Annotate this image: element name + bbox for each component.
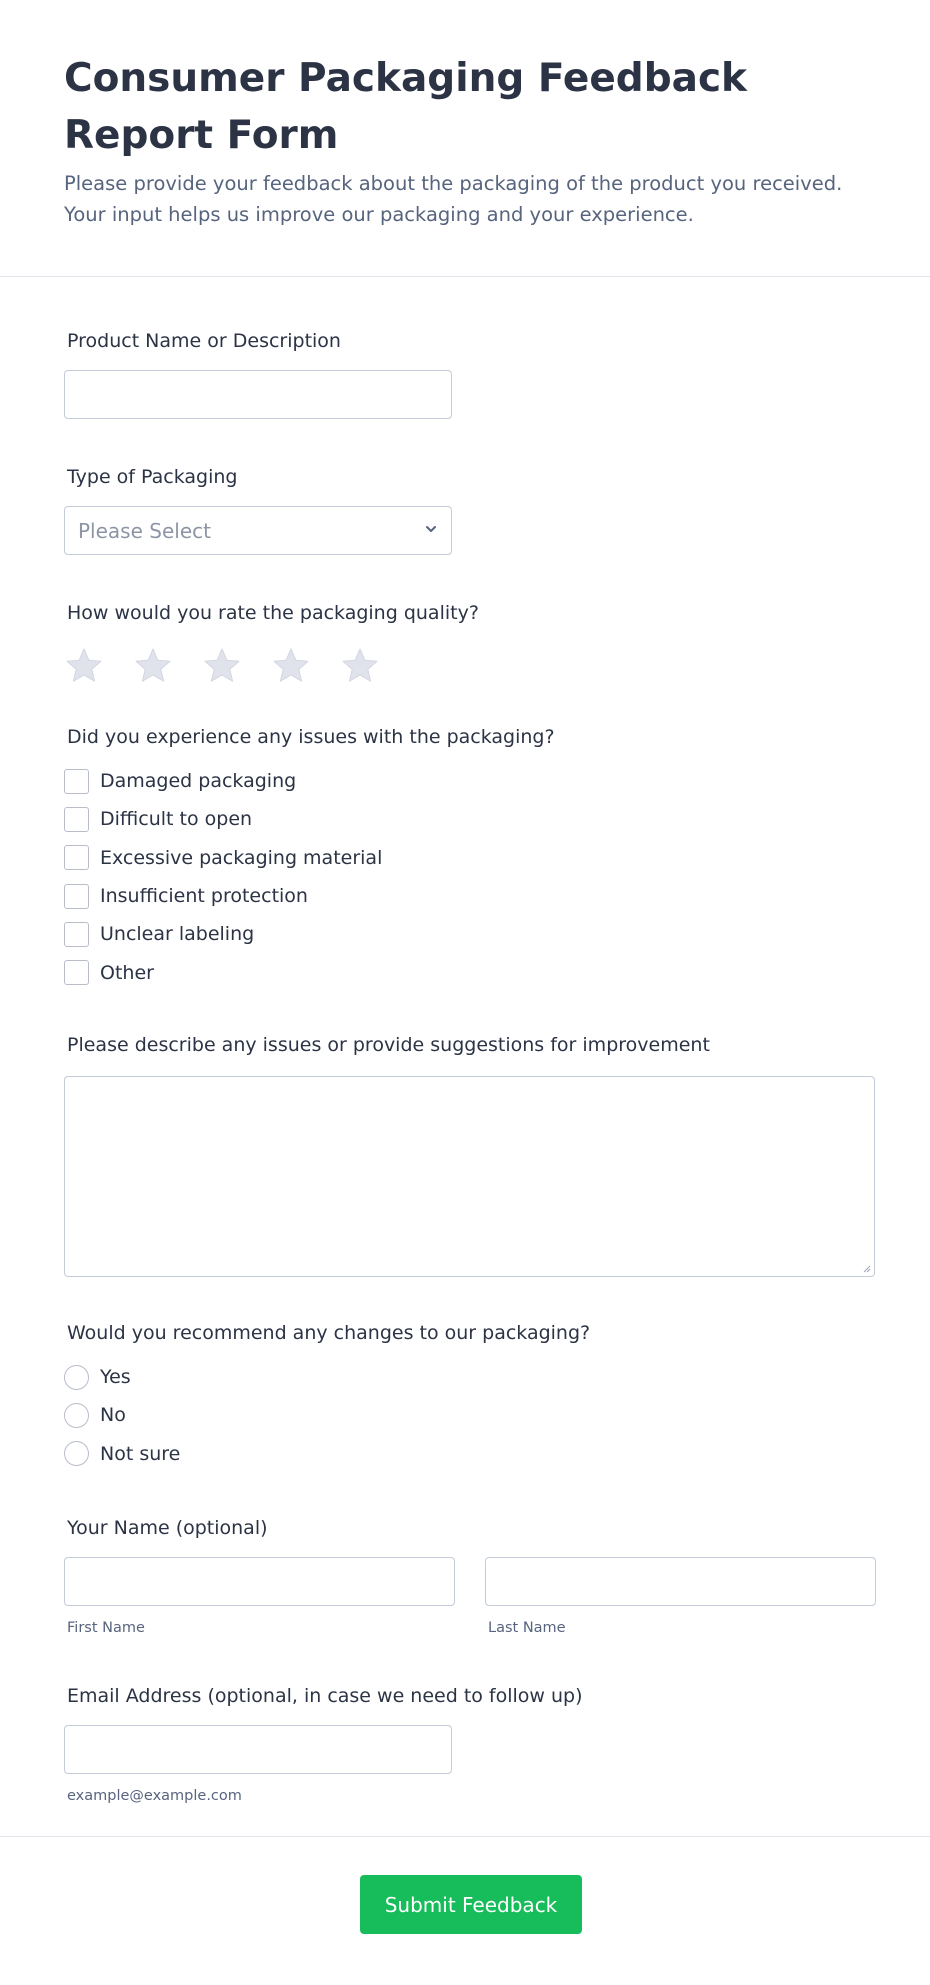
packaging-type-select[interactable]: [64, 506, 452, 555]
recommend-option[interactable]: [64, 1396, 590, 1434]
issue-option-label: Excessive packaging material: [100, 846, 383, 869]
issue-option-label: Difficult to open: [100, 808, 253, 831]
email-input[interactable]: [64, 1725, 452, 1774]
issue-option-label: Other: [100, 961, 154, 984]
issue-option-label: Insufficient protection: [100, 885, 308, 908]
issue-checkbox[interactable]: [64, 769, 89, 794]
star-icon[interactable]: [64, 646, 104, 686]
issue-option[interactable]: [64, 953, 555, 991]
issue-option[interactable]: [64, 877, 555, 915]
issues-field: [64, 724, 555, 992]
name-field: [64, 1515, 906, 1636]
packaging-type-field: [64, 464, 452, 555]
name-label: Your Name (optional): [67, 1517, 268, 1539]
issue-option[interactable]: [64, 800, 555, 838]
form-header: [0, 0, 930, 277]
issue-option[interactable]: [64, 839, 555, 877]
recommend-options: [64, 1358, 590, 1473]
rating-label: How would you rate the packaging quality?: [67, 602, 479, 624]
chevron-down-icon: [423, 521, 439, 537]
recommend-option-label: Yes: [100, 1366, 131, 1389]
recommend-radio[interactable]: [64, 1403, 89, 1428]
email-label: Email Address (optional, in case we need to follow up): [67, 1685, 583, 1707]
star-icon[interactable]: [340, 646, 380, 686]
email-field: [64, 1683, 583, 1804]
issue-option[interactable]: [64, 762, 555, 800]
issue-option-label: Unclear labeling: [100, 923, 255, 946]
issue-checkbox[interactable]: [64, 845, 89, 870]
issue-option[interactable]: [64, 915, 555, 953]
product-input[interactable]: [64, 370, 452, 419]
recommend-option[interactable]: [64, 1435, 590, 1473]
recommend-option-label: No: [100, 1404, 126, 1427]
form-description: Please provide your feedback about the packaging of the product you received. Your input helps us improve our packaging and your experience.: [64, 172, 843, 226]
rating-field: [64, 600, 479, 686]
last-name-column: [485, 1557, 876, 1636]
first-name-input[interactable]: [64, 1557, 455, 1606]
last-name-input[interactable]: [485, 1557, 876, 1606]
issue-checkbox[interactable]: [64, 922, 89, 947]
issues-label: Did you experience any issues with the packaging?: [67, 726, 555, 748]
email-sublabel: example@example.com: [67, 1788, 242, 1804]
resize-handle-icon[interactable]: [861, 1263, 871, 1273]
submit-button[interactable]: Submit Feedback: [360, 1875, 582, 1934]
issue-checkbox[interactable]: [64, 884, 89, 909]
star-icon[interactable]: [133, 646, 173, 686]
packaging-type-placeholder: Please Select: [78, 518, 211, 543]
star-icon[interactable]: [271, 646, 311, 686]
packaging-type-label: Type of Packaging: [67, 466, 238, 488]
issue-checkbox[interactable]: [64, 807, 89, 832]
recommend-radio[interactable]: [64, 1441, 89, 1466]
product-field: [64, 328, 452, 419]
form-footer: [0, 1836, 930, 1985]
issue-checkbox[interactable]: [64, 960, 89, 985]
issue-option-label: Damaged packaging: [100, 770, 297, 793]
recommend-radio[interactable]: [64, 1365, 89, 1390]
recommend-option[interactable]: [64, 1358, 590, 1396]
form-title: Consumer Packaging Feedback Report Form: [64, 56, 747, 158]
first-name-sublabel: First Name: [67, 1620, 145, 1636]
issues-options: [64, 762, 555, 992]
star-rating: [64, 646, 479, 686]
first-name-column: [64, 1557, 455, 1636]
product-label: Product Name or Description: [67, 330, 341, 352]
suggestions-field: [64, 1032, 875, 1277]
suggestions-textarea[interactable]: [64, 1076, 875, 1277]
last-name-sublabel: Last Name: [488, 1620, 566, 1636]
suggestions-label: Please describe any issues or provide suggestions for improvement: [67, 1034, 710, 1056]
star-icon[interactable]: [202, 646, 242, 686]
recommend-label: Would you recommend any changes to our packaging?: [67, 1322, 591, 1344]
recommend-option-label: Not sure: [100, 1442, 181, 1465]
recommend-field: [64, 1320, 590, 1473]
